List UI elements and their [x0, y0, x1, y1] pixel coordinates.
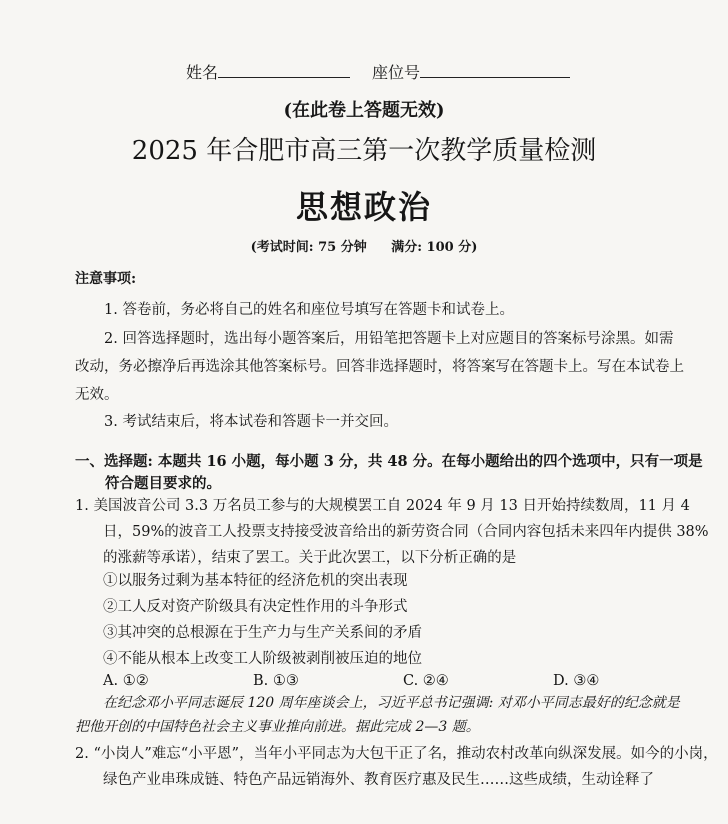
choice-b: B. ①③ [253, 673, 299, 689]
question-2-stem: 2. “小岗人”难忘“小平恩”，当年小平同志为大包干正了名，推动农村改革向纵深发展。如今的小岗，绿色产业串珠成链、特色产品远销海外、教育医疗惠及民生……这些成绩，生动诠释了 [75, 746, 718, 788]
choice-d: D. ③④ [553, 673, 600, 689]
full-score: 满分: 100 分) [391, 240, 478, 255]
name-field [186, 60, 350, 83]
subject-title: 思想政治 [295, 188, 432, 226]
seat-blank [420, 63, 570, 78]
intro-q2-3: 在纪念邓小平同志诞辰 120 周年座谈会上，习近平总书记强调: 对邓小平同志最好的纪念就是把他开创的中国特色社会主义事业推向前进。据此完成 2—3 题。 [75, 695, 680, 735]
question-1-option-4: ④不能从根本上改变工人阶级被剥削被压迫的地位 [103, 651, 422, 667]
exam-time: (考试时间: 75 分钟 [250, 240, 367, 255]
choice-c: C. ②④ [403, 673, 449, 689]
section-heading: 一、选择题: 本题共 16 小题，每小题 3 分，共 48 分。在每小题给出的四个选项中，只有一项是符合题目要求的。 [75, 453, 703, 492]
invalid-note: (在此卷上答题无效) [283, 100, 445, 121]
seat-field [372, 60, 570, 83]
name-blank [218, 63, 350, 78]
question-1-option-3: ③其冲突的总根源在于生产力与生产关系间的矛盾 [103, 625, 422, 641]
question-1-option-2: ②工人反对资产阶级具有决定性作用的斗争形式 [103, 599, 408, 615]
choice-a: A. ①② [103, 673, 149, 689]
notice-heading: 注意事项: [75, 271, 137, 287]
seat-label: 座位号 [372, 63, 421, 82]
page-title: 2025 年合肥市高三第一次教学质量检测 [131, 136, 597, 166]
exam-info [0, 236, 728, 255]
notice-item-2: 2. 回答选择题时，选出每小题答案后，用铅笔把答题卡上对应题目的答案标号涂黑。如需改动，务必擦净后再选涂其他答案标号。回答非选择题时，将答案写在答题卡上。写在本试卷上无效。 [75, 331, 684, 403]
notice-item-1: 1. 答卷前，务必将自己的姓名和座位号填写在答题卡和试卷上。 [104, 302, 514, 318]
name-label: 姓名 [186, 63, 219, 82]
question-1-option-1: ①以服务过剩为基本特征的经济危机的突出表现 [103, 573, 408, 589]
notice-item-3: 3. 考试结束后，将本试卷和答题卡一并交回。 [104, 414, 398, 430]
question-1-stem: 1. 美国波音公司 3.3 万名员工参与的大规模罢工自 2024 年 9 月 13 日开始持续数周，11 月 4 日，59%的波音工人投票支持接受波音给出的新劳资合同（合同内容包括未来四年内提供 38%的涨薪等承诺），结束了罢工。关于此次罢工，以下分析正确的是 [75, 498, 709, 566]
